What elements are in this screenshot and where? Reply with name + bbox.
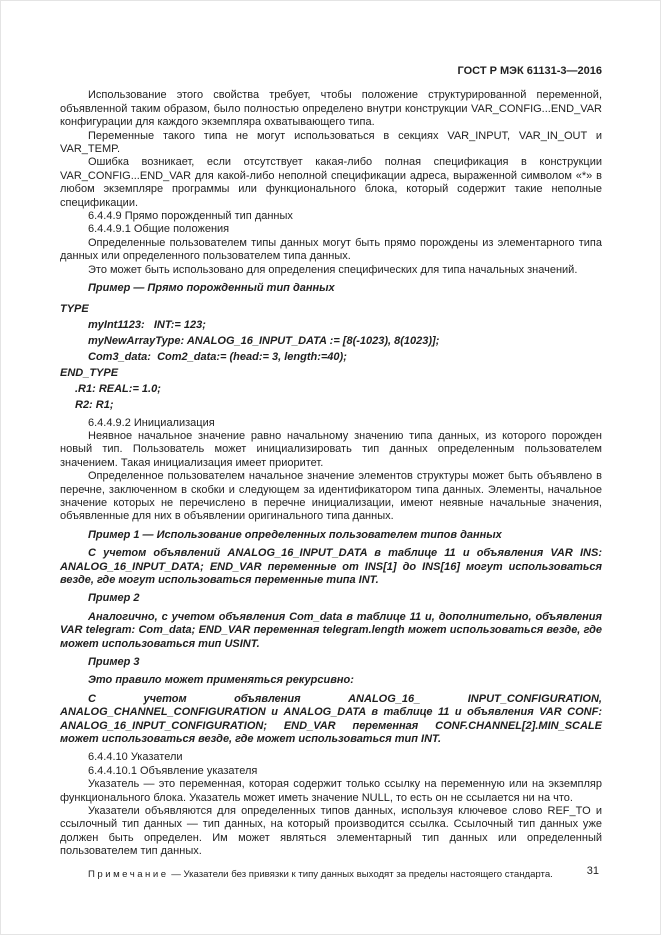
note (60, 869, 602, 881)
section-heading: 6.4.4.9.2 Инициализация (88, 416, 215, 429)
note-label: Примечание (88, 868, 169, 880)
code-line: Com3_data: Com2_data:= (head:= 3, length:=40); (88, 350, 347, 363)
code-block (60, 301, 602, 413)
standard-code-header: ГОСТ Р МЭК 61131-3—2016 (457, 65, 602, 77)
section-heading: 6.4.4.10.1 Объявление указателя (88, 764, 258, 777)
paragraph: Ошибка возникает, если отсутствует какая-либо полная спецификация в конструкции VAR_CONFIG...END_VAR для какой-либо неполной спецификации адреса, выраженной символом «*» в любом экземпляре программы или функционального блока, который содержит такие неполные спецификации. (60, 156, 602, 209)
code-line: END_TYPE (60, 366, 119, 379)
code-line: myNewArrayType: ANALOG_16_INPUT_DATA := [8(-1023), 8(1023)]; (88, 334, 440, 347)
paragraph: Использование этого свойства требует, чтобы положение структурированной переменной, объявленной таким образом, было полностью определено внутри конструкции VAR_CONFIG...END_VAR конфигурации для каждого экземпляра охватывающего типа. (60, 89, 602, 129)
example-text: С учетом объявлений ANALOG_16_INPUT_DATA в таблице 11 и объявления VAR INS: ANALOG_16_INPUT_DATA; END_VAR переменные от INS[1] до INS[16] могут использоваться везде, где могут использоваться переменные типа INT. (60, 547, 602, 586)
paragraph: Указатели объявляются для определенных типов данных, используя ключевое слово REF_TO и ссылочный тип данных — тип данных, на который производится ссылка. Ссылочный тип данных уже должен быть определен. Им может являться элементарный тип данных или определенный пользователем тип данных. (60, 805, 602, 858)
code-line: TYPE (60, 302, 89, 315)
example-text: Аналогично, с учетом объявления Com_data в таблице 11 и, дополнительно, объявления VAR telegram: Com_data; END_VAR переменная telegram.length может использоваться везде, где может использоваться тип USINT. (60, 610, 602, 650)
example-text: Это правило может применяться рекурсивно: (88, 674, 354, 687)
paragraph: Определенное пользователем начальное значение элементов структуры может быть объявлено в перечне, заключенном в скобки и следующем за идентификатором типа данных. Элементы, начальное значение которых не перечислено в перечне инициализации, имеют неявные начальные значения, объявленные для них в объявлении оригинального типа данных. (60, 470, 602, 523)
section-heading: 6.4.4.10 Указатели (88, 751, 183, 764)
paragraph: Переменные такого типа не могут использоваться в секциях VAR_INPUT, VAR_IN_OUT и VAR_TEMP. (60, 129, 602, 156)
paragraph: Это может быть использовано для определения специфических для типа начальных значений. (88, 263, 578, 276)
code-line: R2: R1; (75, 398, 114, 411)
paragraph: Определенные пользователем типы данных могут быть прямо порождены из элементарного типа данных или определенного пользователем типа данных. (60, 236, 602, 263)
paragraph: Неявное начальное значение равно начальному значению типа данных, из которого порожден новый тип. Пользователь может инициализировать тип данных определенным пользователем значением. Такая инициализация имеет приоритет. (60, 429, 602, 469)
note-text: — Указатели без привязки к типу данных выходят за пределы настоящего стандарта. (171, 868, 553, 880)
page-number: 31 (586, 865, 599, 877)
example-title: Пример 2 (88, 592, 140, 605)
code-line: .R1: REAL:= 1.0; (75, 382, 161, 395)
paragraph: Указатель — это переменная, которая содержит только ссылку на переменную или на экземпляр функционального блока. Указатель может иметь значение NULL, то есть он не ссылается ни на что. (60, 778, 602, 804)
document-content (60, 65, 602, 881)
section-heading: 6.4.4.9.1 Общие положения (88, 223, 230, 236)
example-title: Пример 3 (88, 656, 140, 668)
example-title: Пример 1 — Использование определенных пользователем типов данных (88, 528, 502, 541)
section-heading: 6.4.4.9 Прямо порожденный тип данных (88, 210, 293, 223)
example-text: С учетом объявления ANALOG_16_ INPUT_CONFIGURATION, ANALOG_CHANNEL_CONFIGURATION и ANALOG_DATA в таблице 11 и объявления VAR CONF: ANALOG_16_INPUT_CONFIGURATION; END_VAR переменная CONF.CHANNEL[2].MIN_SCALE может использоваться везде, где может использоваться тип INT. (60, 692, 602, 746)
example-title: Пример — Прямо порожденный тип данных (88, 282, 335, 295)
code-line: myInt1123: INT:= 123; (88, 318, 206, 331)
